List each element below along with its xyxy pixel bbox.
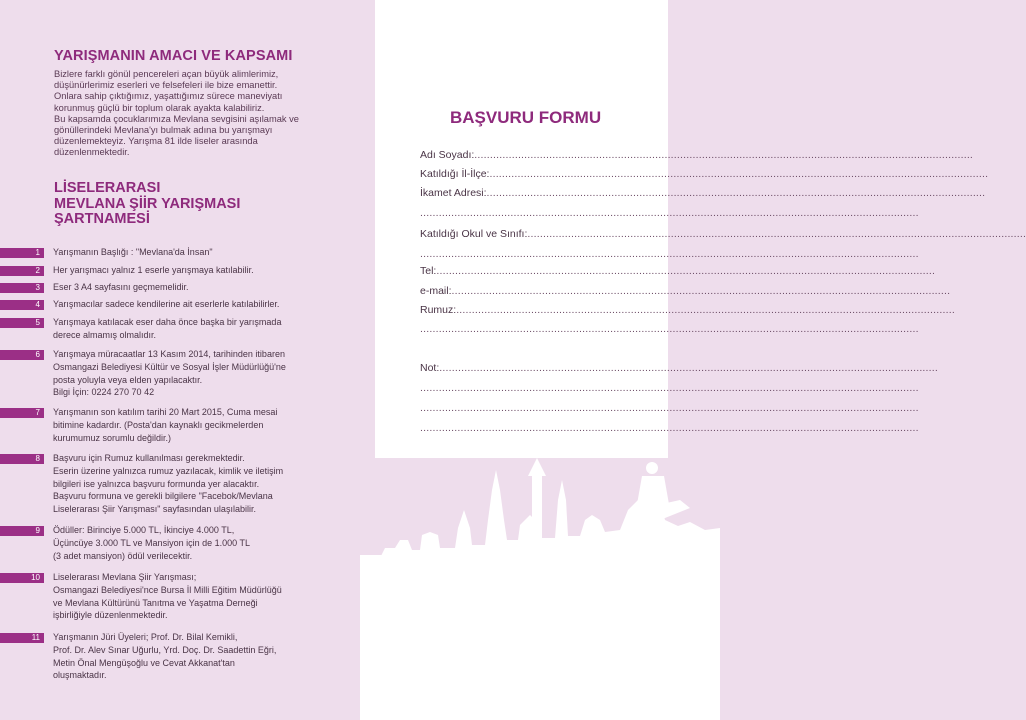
rule-text-line: bitimine kadardır. (Posta'dan kaynaklı gecikmelerden — [53, 419, 264, 430]
form-fill-dots: ................................................................................................................................................................ — [420, 207, 919, 219]
form-continuation-line[interactable] — [420, 381, 919, 395]
rule-text-line: Bilgi İçin: 0224 270 70 42 — [53, 387, 155, 398]
form-fill-dots: ................................................................................................................................................................ — [439, 362, 939, 374]
form-field-label: Katıldığı Okul ve Sınıfı: — [420, 228, 528, 240]
rule-text-line: derece almamış olmalıdır. — [53, 329, 157, 340]
rule-text-line: Yarışmanın son katılım tarihi 20 Mart 2015, Cuma mesai — [53, 407, 278, 417]
form-fill-dots: ................................................................................................................................................................ — [420, 248, 919, 260]
form-continuation-line[interactable] — [420, 206, 919, 220]
form-field-label: Adı Soyadı: — [420, 149, 475, 161]
rule-text — [53, 631, 343, 682]
rule-text-line: Her yarışmacı yalnız 1 eserle yarışmaya katılabilir. — [53, 265, 254, 275]
form-field-line[interactable] — [420, 284, 951, 298]
form-field-line[interactable] — [420, 186, 986, 200]
form-field-label: Not: — [420, 362, 440, 374]
rule-text-line: Yarışmanın Jüri Üyeleri; Prof. Dr. Bilal Kemikli, — [53, 632, 238, 642]
rule-number-badge: 6 — [0, 350, 44, 360]
form-continuation-line[interactable] — [420, 421, 919, 435]
form-fill-dots: ................................................................................................................................................................ — [451, 285, 951, 297]
rule-number-badge: 8 — [0, 454, 44, 464]
form-fill-dots: ................................................................................................................................................................ — [489, 168, 989, 180]
form-fill-dots: ................................................................................................................................................................ — [420, 422, 919, 434]
rule-text-line: Yarışmacılar sadece kendilerine ait eserlerle katılabilirler. — [53, 299, 280, 309]
form-continuation-line[interactable] — [420, 322, 919, 336]
form-field-line[interactable] — [420, 227, 1026, 241]
form-fill-dots: ................................................................................................................................................................ — [420, 382, 919, 394]
form-fill-dots: ................................................................................................................................................................ — [486, 187, 986, 199]
rule-number-badge: 1 — [0, 248, 44, 258]
rule-text-line: Metin Önal Mengüşoğlu ve Cevat Akkanat'tan — [53, 657, 235, 668]
form-field-line[interactable] — [420, 148, 974, 162]
form-field-line[interactable] — [420, 361, 939, 375]
rule-text — [53, 246, 343, 259]
purpose-text-line: Bu kapsamda çocuklarımıza Mevlana sevgisini aşılamak ve — [54, 113, 299, 124]
rule-text-line: Üçüncüye 3.000 TL ve Mansiyon için de 1.000 TL — [53, 537, 250, 548]
rules-heading-line: MEVLANA ŞİİR YARIŞMASI — [54, 195, 241, 212]
form-continuation-line[interactable] — [420, 401, 919, 415]
purpose-heading: YARIŞMANIN AMACI VE KAPSAMI — [54, 48, 293, 64]
rule-text — [53, 406, 343, 444]
rule-number-badge: 4 — [0, 300, 44, 310]
rule-text-line: Yarışmanın Başlığı : "Mevlana'da İnsan" — [53, 247, 213, 257]
purpose-text-line: Bizlere farklı gönül pencereleri açan büyük alimlerimiz, — [54, 69, 279, 79]
rule-text-line: Yarışmaya müracaatlar 13 Kasım 2014, tarihinden itibaren — [53, 349, 285, 359]
rule-text-line: işbirliğiyle düzenlenmektedir. — [53, 610, 168, 621]
purpose-text-line: korunmuş güçlü bir toplum olarak ayakta kalabiliriz. — [54, 102, 265, 113]
form-field-label: İkamet Adresi: — [420, 187, 487, 199]
rule-text — [53, 264, 343, 277]
rule-text — [53, 348, 343, 399]
rule-number-badge: 9 — [0, 526, 44, 536]
form-field-label: Tel: — [420, 265, 437, 277]
rule-text-line: bilgileri ise yalnızca başvuru formunda yer alacaktır. — [53, 478, 260, 489]
rule-text-line: Eser 3 A4 sayfasını geçmemelidir. — [53, 282, 189, 292]
purpose-text-line: Onlara sahip çıktığımız, yaşattığımız sürece maneviyatı — [54, 91, 283, 102]
rule-text-line: (3 adet mansiyon) ödül verilecektir. — [53, 550, 193, 561]
purpose-text-line: düzenlemekteyiz. Yarışma 81 ilde liseler arasında — [54, 136, 258, 147]
rule-text-line: ve Mevlana Kültürünü Tanıtma ve Yaşatma Derneği — [53, 597, 258, 608]
city-skyline-illustration — [360, 440, 720, 720]
form-fill-dots: ................................................................................................................................................................ — [420, 402, 919, 414]
rule-text-line: Başvuru için Rumuz kullanılması gerekmektedir. — [53, 453, 245, 463]
rule-text — [53, 298, 343, 311]
form-field-line[interactable] — [420, 264, 936, 278]
rule-text — [53, 524, 343, 562]
rule-text — [53, 316, 343, 342]
form-field-label: e-mail: — [420, 285, 452, 297]
form-field-line[interactable] — [420, 167, 989, 181]
purpose-text-line: gönüllerindeki Mevlana'yı bulmak adına bu yarışmayı — [54, 125, 273, 136]
rule-text-line: Eserin üzerine yalnızca rumuz yazılacak, kimlik ve iletişim — [53, 465, 284, 476]
form-field-line[interactable] — [420, 303, 955, 317]
rule-text-line: Osmangazi Belediyesi'nce Bursa İl Milli Eğitim Müdürlüğü — [53, 584, 282, 595]
form-continuation-line[interactable] — [420, 247, 919, 261]
rule-text — [53, 281, 343, 294]
form-field-label: Katıldığı İl-İlçe: — [420, 168, 490, 180]
purpose-text-line: düşünürlerimiz eserleri ve felsefeleri ile bize emanettir. — [54, 80, 278, 91]
rule-text-line: Prof. Dr. Alev Sınar Uğurlu, Yrd. Doç. Dr. Saadettin Eğri, — [53, 644, 277, 655]
rule-text — [53, 571, 343, 622]
rule-text-line: Osmangazi Belediyesi Kültür ve Sosyal İşler Müdürlüğü'ne — [53, 361, 286, 372]
form-fill-dots: ................................................................................................................................................................ — [420, 323, 919, 335]
rule-text-line: Liselerarası Şiir Yarışması" sayfasından ulaşılabilir. — [53, 504, 256, 515]
rule-text-line: posta yoluyla veya elden yapılacaktır. — [53, 374, 203, 385]
rule-text-line: Yarışmaya katılacak eser daha önce başka bir yarışmada — [53, 317, 282, 327]
rule-text-line: oluşmaktadır. — [53, 670, 107, 681]
purpose-text-line: düzenlenmektedir. — [54, 147, 130, 158]
rule-text — [53, 452, 343, 516]
form-title: BAŞVURU FORMU — [450, 108, 602, 127]
rule-number-badge: 5 — [0, 318, 44, 328]
form-fill-dots: ................................................................................................................................................................ — [436, 265, 936, 277]
rule-text-line: Ödüller: Birinciye 5.000 TL, İkinciye 4.000 TL, — [53, 525, 235, 535]
rule-number-badge: 2 — [0, 266, 44, 276]
rules-heading-line: ŞARTNAMESİ — [54, 211, 150, 227]
rule-number-badge: 10 — [0, 573, 44, 583]
rule-number-badge: 7 — [0, 408, 44, 418]
rules-heading-line: LİSELERARASI — [54, 180, 161, 196]
form-fill-dots: ................................................................................................................................................................ — [456, 304, 955, 316]
form-fill-dots: ................................................................................................................................................................ — [474, 149, 974, 161]
rule-text-line: Liselerarası Mevlana Şiir Yarışması; — [53, 572, 197, 582]
rules-list — [0, 0, 360, 720]
rule-number-badge: 11 — [0, 633, 44, 643]
rule-text-line: kurumumuz sorumlu değildir.) — [53, 432, 172, 443]
rule-text-line: Başvuru formuna ve gerekli bilgilere "Facebok/Mevlana — [53, 491, 273, 502]
rule-number-badge: 3 — [0, 283, 44, 293]
form-field-label: Rumuz: — [420, 304, 457, 316]
form-fill-dots: ................................................................................................................................................................ — [527, 228, 1026, 240]
